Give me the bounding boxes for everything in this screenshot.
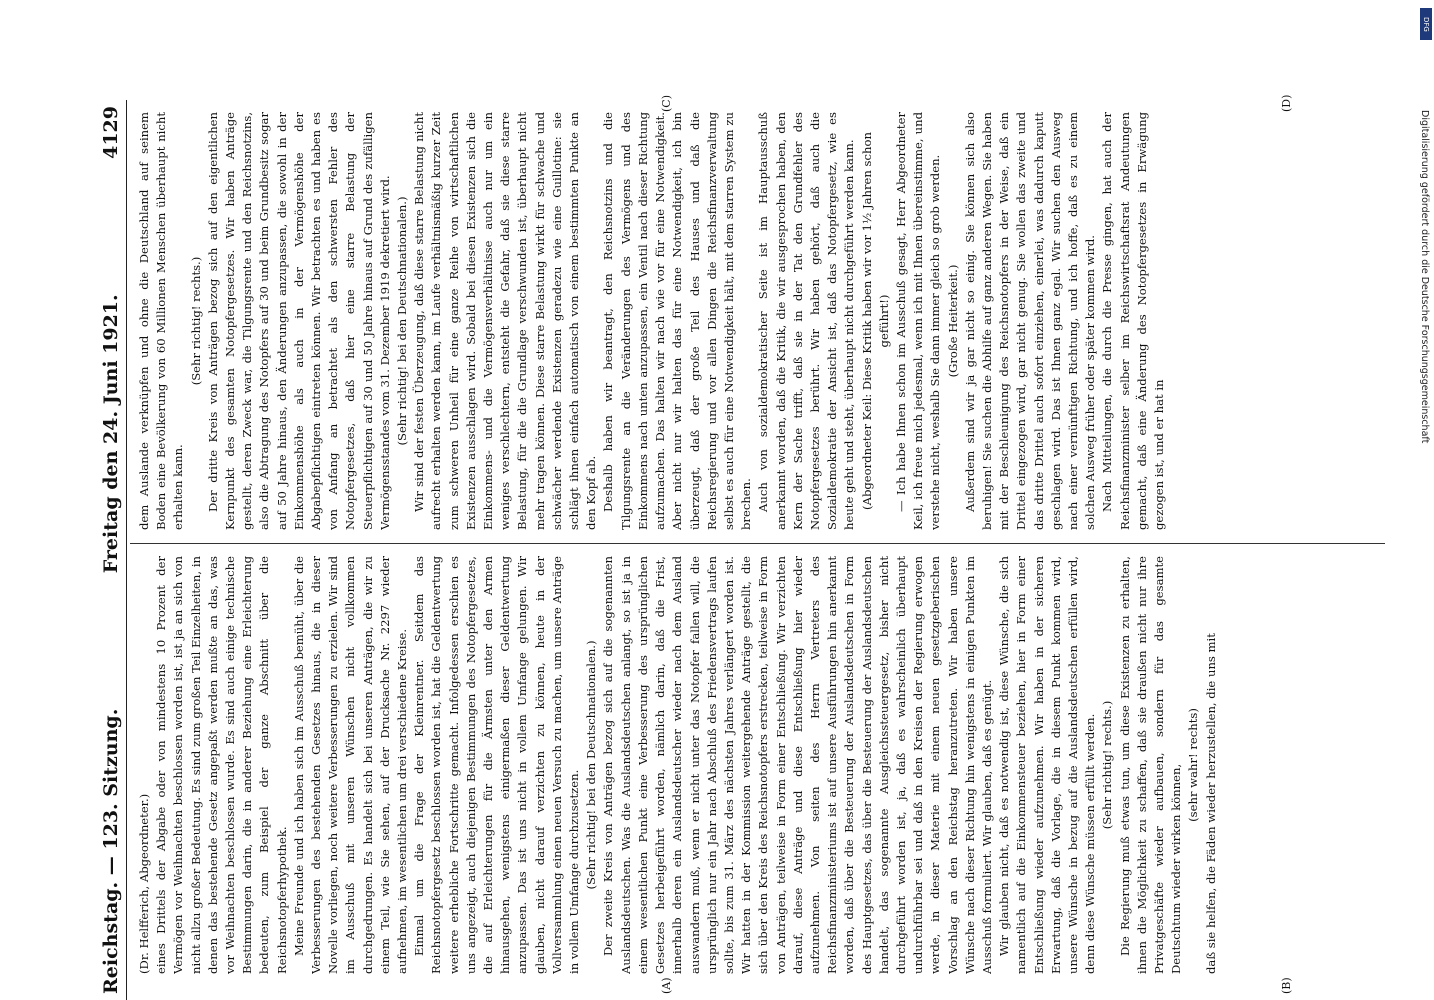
interjection: (Abgeordneter Keil: Diese Kritik haben wir vor 1½ Jahren schon geführt!) bbox=[859, 132, 891, 510]
paragraph: Die Regierung muß etwas tun, um diese Existenzen zu erhalten, ihnen die Möglichkeit zu schaffen, daß sie draußen nicht nur ihre Privatgeschäfte wieder aufbauen, sondern für das gesamte Deutschtum wieder wirken können, bbox=[1117, 556, 1184, 974]
speaker-line: (Dr. Helfferich, Abgeordneter.) bbox=[137, 793, 151, 974]
paragraph: — Ich habe Ihnen schon im Ausschuß gesagt, Herr Abgeordneter Keil, ich freue mich jedesmal, wenn ich mit Ihnen übereinstimme, und verstehe nicht, weshalb Sie dann immer gleich so grob werden. bbox=[893, 112, 943, 530]
margin-marker-d: (D) bbox=[1280, 94, 1293, 112]
paragraph: Wir glauben nicht, daß es notwendig ist, diese Wünsche, die sich namentlich auf die Einkommensteuer beziehen, hier in Form einer Entschließung wieder aufzunehmen. Wir haben in der sicheren Erwartung, daß die Vorlage, die in diesem Punkt kommen wird, unsere Wünsche in bezug auf die Auslandsdeutschen erfüllen wird, denn diese Wünsche müssen erfüllt werden. bbox=[997, 556, 1098, 974]
paragraph: Der dritte Kreis von Anträgen bezog sich auf den eigentlichen Kernpunkt des gesamten Notopfergesetzes. Wir haben Anträge gestellt, deren Zweck war, die Tilgungsrente und den Reichsnotzins, also die Abtragung des Notopfers auf 30 und beim Grundbesitz sogar auf 50 Jahre hinaus, den Änderungen anzupassen, die sowohl in der Einkommenshöhe als auch in der Vermögenshöhe der Abgabepflichtigen eintreten können. Wir betrachten es und haben es von Anfang an betrachtet als den schwersten Fehler des Notopfergesetzes, daß hier eine starre Belastung der Steuerpflichtigen auf 30 und 50 Jahre hinaus auf Grund des zufälligen Vermögensstandes vom 31. Dezember 1919 dekretiert wird. bbox=[205, 112, 392, 530]
dfg-logo: DFG bbox=[1420, 8, 1432, 40]
paragraph: Deshalb haben wir beantragt, den Reichsnotzins und die Tilgungsrente an die Veränderungen des Vermögens und des Einkommens nach unten anzupassen, ein Ventil nach dieser Richtung aufzumachen. Das halten wir nach wie vor für eine Notwendigkeit. Aber nicht nur wir halten das für eine Notwendigkeit, ich bin überzeugt, daß der große Teil des Hauses und daß die Reichsregierung und vor allen Dingen die Reichsfinanzverwaltung selbst es auch für eine Notwendigkeit hält, mit dem starren System zu brechen. bbox=[601, 112, 754, 530]
rotated-page-content bbox=[100, 94, 1400, 1000]
paragraph: Einmal um die Frage der Kleinrentner. Seitdem das Reichsnotopfergesetz beschlossen worden ist, hat die Geldentwertung weitere erhebliche Fortschritte gemacht. Infolgedessen erschien es uns angezeigt, auch diejenigen Bestimmungen des Notopfergesetzes, die auf Erleichterungen für die Ärmsten unter den Armen hinausgehen, wenigstens einigermaßen dieser Geldentwertung anzupassen. Das ist uns nicht in vollem Umfange gelungen. Wir glauben, nicht darauf verzichten zu können, heute in der Vollversammlung einen neuen Versuch zu machen, um unsere Anträge in vollem Umfange durchzusetzen. bbox=[412, 556, 582, 974]
margin-marker-c: (C) bbox=[660, 95, 673, 112]
left-column bbox=[136, 556, 1386, 974]
right-column bbox=[136, 112, 1386, 530]
paragraph: Wir sind der festen Überzeugung, daß diese starre Belastung nicht aufrecht erhalten werden kann, im Laufe verhältnismäßig kurzer Zeit zum schweren Unheil für eine ganze Reihe von wirtschaftlichen Existenzen ausschlagen wird. Sobald bei diesen Existenzen sich die Einkommens- und die Vermögensverhältnisse auch nur um ein weniges verschlechtern, entsteht die Gefahr, daß sie diese starre Belastung, für die die Grundlage verschwunden ist, überhaupt nicht mehr tragen können. Diese starre Belastung wirkt für schwache und schwächer werdende Existenzen geradezu wie eine Guillotine: sie schlägt ihnen einfach automatisch von einem bestimmten Punkte an den Kopf ab. bbox=[412, 112, 599, 530]
header-center: Freitag den 24. Juni 1921. bbox=[100, 294, 122, 574]
paragraph: Meine Freunde und ich haben sich im Ausschuß bemüht, über die Verbesserungen des bestehenden Gesetzes hinaus, die in dieser Novelle vorliegen, noch weitere Verbesserungen zu erzielen. Wir sind im Ausschuß mit unseren Wünschen nicht vollkommen durchgedrungen. Es handelt sich bei unseren Anträgen, die wir zu einem Teil, wie Sie sehen, auf der Drucksache Nr. 2297 wieder aufnehmen, im wesentlichen um drei verschiedene Kreise. bbox=[291, 556, 410, 974]
header-left: Reichstag. — 123. Sitzung. bbox=[100, 708, 122, 994]
paragraph: eines Drittels der Abgabe oder von mindestens 10 Prozent der Vermögen vor Weihnachten beschlossen worden ist, ist ja an sich von nicht allzu großer Bedeutung. Es sind zum großen Teil Einzelheiten, in denen das bestehende Gesetz angepaßt werden mußte an das, was vor Weihnachten beschlossen wurde. Es sind auch einige technische Bestimmungen darin, die in anderer Beziehung eine Erleichterung bedeuten, zum Beispiel der ganze Abschnitt über die Reichsnotopferhypothek. bbox=[154, 556, 289, 974]
paragraph: Der zweite Kreis von Anträgen bezog sich auf die sogenannten Auslandsdeutschen. Was die Auslandsdeutschen anlangt, so ist ja in einem wesentlichen Punkt eine Verbesserung des ursprünglichen Gesetzes herbeigeführt worden, nämlich darin, daß die Frist, innerhalb deren ein Auslandsdeutscher wieder nach dem Ausland auswandern muß, wenn er nicht unter das Notopfer fallen will, die ursprünglich nur ein Jahr nach Abschluß des Friedensvertrags laufen sollte, bis zum 31. März des nächsten Jahres verlängert worden ist. Wir hatten in der Kommission weitergehende Anträge gestellt, die sich über den Kreis des Reichsnotopfers erstrecken, teilweise in Form von Anträgen, teilweise in Form einer Entschließung. Wir verzichten darauf, diese Anträge und diese Entschließung hier wieder aufzunehmen. Von seiten des Herrn Vertreters des Reichsfinanzministeriums ist auf unsere Ausführungen hin anerkannt worden, daß über die Besteuerung der Auslandsdeutschen in Form des Hauptgesetzes, das über die Besteuerung der Auslandsdeutschen handelt, das sogenannte Ausgleichssteuergesetz, bisher nicht durchgeführt worden ist, ja, daß es wahrscheinlich überhaupt undurchführbar sei und daß in den Kreisen der Regierung erwogen werde, in dieser Materie mit einem neuen gesetzgeberischen Vorschlag an den Reichstag heranzutreten. Wir haben unsere Wünsche nach dieser Richtung hin wenigstens in einigen Punkten im Ausschuß formuliert. Wir glauben, daß es genügt. bbox=[601, 556, 994, 974]
paragraph: Nach Mitteilungen, die durch die Presse gingen, hat auch der Reichsfinanzminister selber im Reichswirtschaftsrat Andeutungen gemacht, daß eine Änderung des Notopfergesetzes in Erwägung gezogen ist, und er hat in bbox=[1100, 112, 1166, 530]
page-number: 4129 bbox=[100, 106, 122, 159]
digitization-note-text: Digitalisierung gefördert durch die Deutsche Forschungsgemeinschaft bbox=[1419, 110, 1430, 444]
paragraph: Außerdem sind wir ja gar nicht so einig. Sie können sich also beruhigen! Sie suchen die Abhilfe auf ganz anderen Wegen. Sie haben mit der Beschleunigung des Reichsnotopfers in der Weise, daß ein Drittel eingezogen wird, gar nicht genug. Sie wollen das zweite und das dritte Drittel auch sofort einziehen, einerlei, was dadurch kaputt geschlagen wird. Das ist Ihnen ganz egal. Wir suchen den Ausweg nach einer vernünftigen Richtung, und ich hoffe, daß es zu einem solchen Ausweg früher oder später kommen wird. bbox=[962, 112, 1098, 530]
paragraph: Auch von sozialdemokratischer Seite ist im Hauptausschuß anerkannt worden, daß die Kritik, die wir ausgesprochen haben, den Kern der Sache trifft, daß sie in der Tat den Grundfehler des Notopfergesetzes berührt. Wir haben gehört, daß auch die Sozialdemokratie der Ansicht ist, daß das Notopfergesetz, wie es heute geht und steht, überhaupt nicht durchgeführt werden kann. bbox=[756, 112, 857, 530]
column-divider bbox=[130, 543, 1385, 544]
interjection: (sehr wahr! rechts) bbox=[1186, 708, 1201, 822]
interjection: (Große Heiterkeit.) bbox=[945, 264, 960, 378]
interjection: (Sehr richtig! rechts.) bbox=[188, 256, 203, 386]
paragraph: dem Auslande verknüpfen und ohne die Deutschland auf seinem Boden eine Bevölkerung von 60 Millionen Menschen überhaupt nicht erhalten kann. bbox=[137, 112, 186, 530]
margin-marker-b: (B) bbox=[1280, 977, 1293, 994]
margin-marker-a: (A) bbox=[660, 977, 673, 994]
interjection: (Sehr richtig! bei den Deutschnationalen.) bbox=[584, 640, 599, 890]
interjection: (Sehr richtig! bei den Deutschnationalen.) bbox=[395, 196, 410, 446]
interjection: (Sehr richtig! rechts.) bbox=[1100, 700, 1115, 830]
digitization-note bbox=[1418, 20, 1432, 1000]
page-header bbox=[100, 100, 127, 1000]
paragraph: daß sie helfen, die Fäden wieder herzustellen, die uns mit bbox=[1203, 633, 1218, 974]
